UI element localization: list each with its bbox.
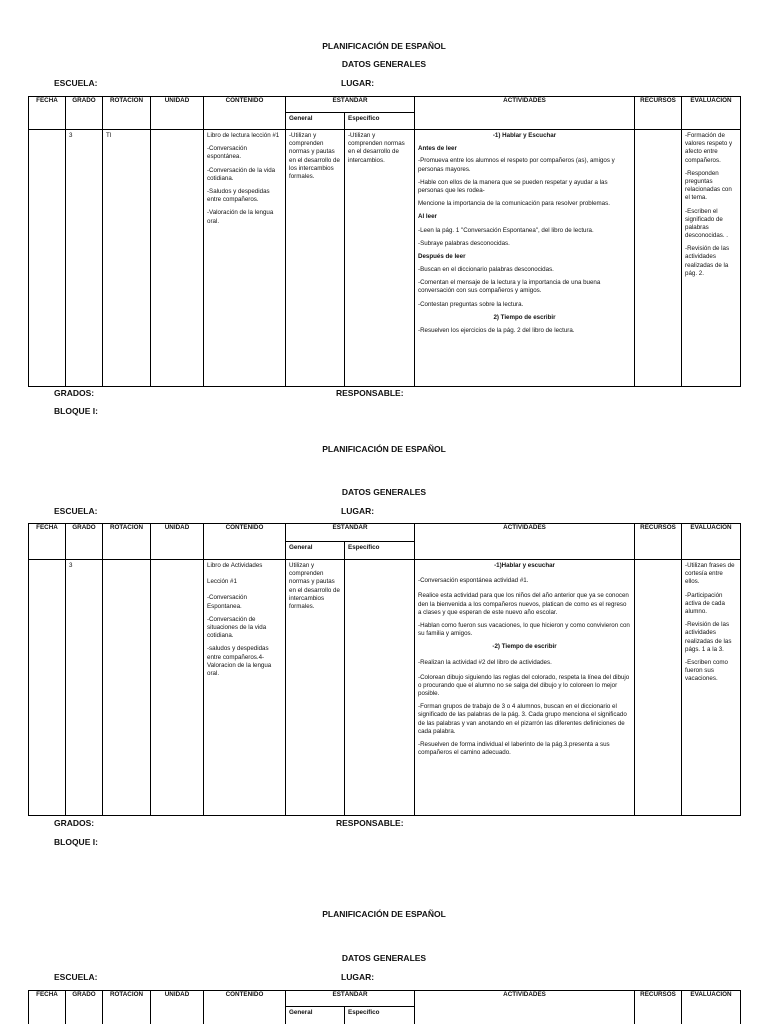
contenido-item: -Conversación espontánea. bbox=[207, 145, 247, 161]
actividades-cell bbox=[415, 560, 635, 816]
activity-item: -Buscan en el diccionario palabras desconocidas. bbox=[418, 266, 554, 274]
rotacion-cell: TI bbox=[103, 130, 151, 387]
recursos-cell bbox=[635, 130, 682, 387]
escuela-label: ESCUELA: bbox=[54, 972, 98, 982]
planning-table bbox=[28, 990, 741, 1024]
grados-label: GRADOS: bbox=[54, 818, 95, 828]
fecha-cell bbox=[29, 130, 66, 387]
contenido-item: -saludos y despedidas entre compañeros.4-Valoracion de la lengua oral. bbox=[207, 645, 272, 677]
evaluacion-item: -Participación activa de cada alumno. bbox=[685, 591, 725, 615]
evaluacion-item: -Formación de valores respeto y afecto entre compañeros. bbox=[685, 132, 733, 164]
col-rotacion: ROTACIÓN bbox=[103, 97, 151, 130]
grados-label: GRADOS: bbox=[54, 388, 95, 398]
responsable-label: RESPONSABLE: bbox=[336, 388, 404, 398]
evaluacion-item: -Escriben como fueron sus vacaciones. bbox=[685, 658, 728, 683]
contenido-cell bbox=[204, 560, 286, 816]
responsable-label: RESPONSABLE: bbox=[336, 818, 404, 828]
lugar-label: LUGAR: bbox=[341, 78, 375, 88]
activity-item: -Promueva entre los alumnos el respeto por compañeros (as), amigos y personas mayores. bbox=[418, 157, 615, 173]
col-evaluacion: EVALUACIÓN bbox=[682, 524, 741, 560]
activity-item: Mencione la importancia de la comunicación para resolver problemas. bbox=[418, 200, 610, 208]
activity-item: -Comentan el mensaje de la lectura y la importancia de una buena conversación con sus compañeros y amigos. bbox=[418, 279, 601, 295]
planning-table bbox=[28, 523, 741, 816]
recursos-cell bbox=[635, 560, 682, 816]
col-fecha: FECHA bbox=[29, 991, 66, 1024]
contenido-item: -Saludos y despedidas entre compañeros. bbox=[207, 187, 270, 204]
activity-item: -Resuelven de forma individual el laberinto de la pág.3.presenta a sus compañeros el camino adecuado. bbox=[418, 741, 610, 757]
especifico-text: -Utilizan y comprenden normas en el desarrollo de intercambios. bbox=[348, 132, 405, 164]
col-unidad: UNIDAD bbox=[151, 97, 204, 130]
col-especifico: Específico bbox=[345, 1007, 415, 1024]
especifico-cell bbox=[345, 560, 415, 816]
activity-item: -Contestan preguntas sobre la lectura. bbox=[418, 300, 524, 308]
activity-heading: 2) Tiempo de escribir bbox=[493, 313, 556, 321]
activity-item: -Subraye palabras desconocidas. bbox=[418, 239, 510, 247]
contenido-item: -Conversación de la vida cotidiana. bbox=[207, 166, 276, 182]
col-especifico: Específico bbox=[345, 542, 415, 560]
activity-item: -Forman grupos de trabajo de 3 o 4 alumnos, buscan en el diccionario el significado de las palabras de la pág. 3. Cada grupo menciona el significado de las palabras y van anotando en el pizarrón las diferentes definiciones de cada palabra. bbox=[418, 703, 627, 735]
activity-subheading: Después de leer bbox=[418, 252, 466, 260]
col-general: General bbox=[286, 542, 345, 560]
lugar-label: LUGAR: bbox=[341, 506, 375, 516]
section-subtitle: DATOS GENERALES bbox=[341, 487, 427, 497]
activity-item: -Realizan la actividad #2 del libro de actividades. bbox=[418, 658, 552, 666]
general-cell bbox=[286, 560, 345, 816]
escuela-label: ESCUELA: bbox=[54, 78, 98, 88]
contenido-item: -Valoración de la lengua oral. bbox=[207, 209, 274, 225]
evaluacion-item: -Revisión de las actividades realizadas de las págs. 1 a la 3. bbox=[685, 621, 732, 653]
col-contenido: CONTENIDO bbox=[204, 97, 286, 130]
page-title: PLANIFICACIÓN DE ESPAÑOL bbox=[322, 909, 446, 919]
activity-subheading: Antes de leer bbox=[418, 145, 457, 153]
general-text: -Utilizan y comprenden normas y pautas en el desarrollo de los intercambios formales. bbox=[289, 132, 340, 180]
activity-item: -Conversación espontánea actividad #1. bbox=[418, 577, 529, 585]
section-subtitle: DATOS GENERALES bbox=[341, 59, 427, 69]
activity-heading: -2) Tiempo de escribir bbox=[492, 643, 557, 651]
evaluacion-item: -Utilizan frases de cortesía entre ellos. bbox=[685, 562, 735, 586]
contenido-item: -Conversación de situaciones de la vida cotidiana. bbox=[207, 615, 267, 640]
col-grado: GRADO bbox=[66, 991, 103, 1024]
activity-item: -Leen la pág. 1 "Conversación Espontanea", del libro de lectura. bbox=[418, 226, 594, 234]
evaluacion-cell bbox=[682, 560, 741, 816]
rotacion-cell bbox=[103, 560, 151, 816]
col-fecha: FECHA bbox=[29, 524, 66, 560]
col-recursos: RECURSOS bbox=[635, 991, 682, 1024]
col-estandar: ESTÁNDAR bbox=[286, 524, 415, 542]
col-recursos: RECURSOS bbox=[635, 97, 682, 130]
activity-heading: -1)Hablar y escuchar bbox=[494, 562, 555, 569]
bloque-label: BLOQUE I: bbox=[54, 406, 98, 416]
grado-cell: 3 bbox=[66, 130, 103, 387]
page-title: PLANIFICACIÓN DE ESPAÑOL bbox=[322, 444, 446, 454]
col-rotacion: ROTACIÓN bbox=[103, 991, 151, 1024]
bloque-label: BLOQUE I: bbox=[54, 837, 98, 847]
activity-item: Realice esta actividad para que los niños del año anterior que ya se conocen den la bienvenida a los compañeros nuevos, platican de como es el regreso a clases y que esperan de este nuevo año escolar. bbox=[418, 592, 629, 616]
grado-cell: 3 bbox=[66, 560, 103, 816]
evaluacion-item: -Revisión de las actividades realizadas de la pág. 2. bbox=[685, 245, 730, 277]
col-general: General bbox=[286, 1007, 345, 1024]
especifico-cell bbox=[345, 130, 415, 387]
evaluacion-cell bbox=[682, 130, 741, 387]
activity-subheading: Al leer bbox=[418, 213, 437, 221]
col-rotacion: ROTACIÓN bbox=[103, 524, 151, 560]
planning-table bbox=[28, 96, 741, 387]
evaluacion-item: -Escriben el significado de palabras desconocidas. . bbox=[685, 207, 729, 240]
col-actividades: ACTIVIDADES bbox=[415, 524, 635, 560]
contenido-item: Libro de lectura lección #1 bbox=[207, 132, 280, 139]
col-recursos: RECURSOS bbox=[635, 524, 682, 560]
col-especifico: Específico bbox=[345, 113, 415, 130]
unidad-cell bbox=[151, 130, 204, 387]
col-unidad: UNIDAD bbox=[151, 991, 204, 1024]
escuela-label: ESCUELA: bbox=[54, 506, 98, 516]
col-contenido: CONTENIDO bbox=[204, 991, 286, 1024]
col-general: General bbox=[286, 113, 345, 130]
evaluacion-item: -Responden preguntas relacionadas con el tema. bbox=[685, 169, 732, 202]
unidad-cell bbox=[151, 560, 204, 816]
col-actividades: ACTIVIDADES bbox=[415, 991, 635, 1024]
activity-heading: -1) Hablar y Escuchar bbox=[492, 132, 557, 139]
lugar-label: LUGAR: bbox=[341, 972, 375, 982]
activity-item: -Resuelven los ejercicios de la pág. 2 del libro de lectura. bbox=[418, 327, 575, 334]
col-actividades: ACTIVIDADES bbox=[415, 97, 635, 130]
col-evaluacion: EVALUACIÓN bbox=[682, 97, 741, 130]
fecha-cell bbox=[29, 560, 66, 816]
col-estandar: ESTÁNDAR bbox=[286, 97, 415, 113]
col-grado: GRADO bbox=[66, 97, 103, 130]
col-evaluacion: EVALUACIÓN bbox=[682, 991, 741, 1024]
contenido-cell bbox=[204, 130, 286, 387]
contenido-item: -Conversación Espontanea. bbox=[207, 594, 247, 610]
col-estandar: ESTÁNDAR bbox=[286, 991, 415, 1007]
activity-item: -Hablan como fueron sus vacaciones, lo que hicieron y como convivieron con su familia y amigos. bbox=[418, 621, 630, 638]
col-contenido: CONTENIDO bbox=[204, 524, 286, 560]
col-fecha: FECHA bbox=[29, 97, 66, 130]
activity-item: -Colorean dibujo siguiendo las reglas del colorado, respeta la línea del dibujo o procurando que el alumno no se salga del dibujo y lo coloreen lo mejor posible. bbox=[418, 673, 630, 698]
col-grado: GRADO bbox=[66, 524, 103, 560]
activity-item: -Hable con ellos de la manera que se pueden respetar y ayudar a las personas que les rodea- bbox=[418, 178, 608, 194]
general-cell bbox=[286, 130, 345, 387]
page-title: PLANIFICACIÓN DE ESPAÑOL bbox=[322, 41, 446, 51]
general-text: Utilizan y comprenden normas y pautas en el desarrollo de intercambios formales. bbox=[289, 562, 340, 610]
actividades-cell bbox=[415, 130, 635, 387]
section-subtitle: DATOS GENERALES bbox=[341, 953, 427, 963]
contenido-item: Libro de Actividades bbox=[207, 562, 263, 569]
col-unidad: UNIDAD bbox=[151, 524, 204, 560]
contenido-item: Lección #1 bbox=[207, 578, 237, 586]
